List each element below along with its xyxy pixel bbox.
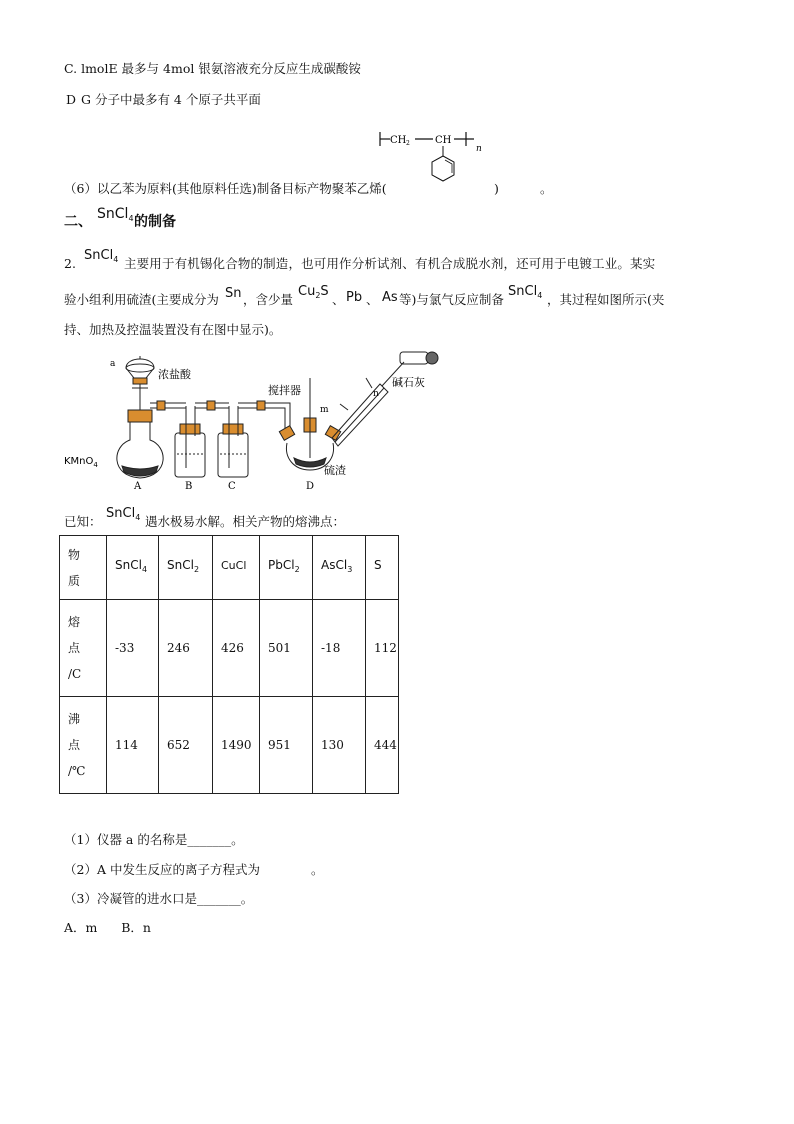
bp-cell: 130 (313, 697, 366, 794)
section-title: 的制备 (134, 214, 176, 230)
melting-boiling-table (59, 535, 399, 794)
sncl4-formula: SnCl$_4$ (508, 284, 543, 300)
q6-period: 。 (540, 181, 553, 196)
label-hcl: 浓盐酸 (158, 368, 191, 381)
problem-line2b: ，含少量 (243, 292, 294, 307)
bp-cell: 652 (159, 697, 213, 794)
bottle-c (218, 406, 248, 477)
cu2s-formula: $Cu_2S$ (298, 284, 329, 300)
bp-cell: 951 (260, 697, 313, 794)
label-stirrer: 搅拌器 (268, 384, 301, 397)
repeat-n: n (476, 144, 482, 154)
problem-line3: 持、加热及控温装置没有在图中显示)。 (64, 322, 282, 337)
label-C: C (228, 481, 236, 492)
flask-a (117, 356, 163, 478)
question-3-options: A．m B．n (64, 920, 151, 935)
header-compound: SnCl$_4$ (107, 536, 159, 600)
table-header-row (60, 536, 399, 600)
apparatus-diagram (62, 348, 448, 493)
known-formula: SnCl$_4$ (106, 506, 141, 522)
bottle-b (175, 406, 205, 477)
label-kmno4: KMnO$_4$ (64, 456, 98, 469)
flask-d (279, 352, 438, 470)
bp-cell: 444 (366, 697, 399, 794)
mp-cell: 112 (366, 600, 399, 697)
ch2-group: CH (390, 135, 407, 146)
mp-cell: 426 (213, 600, 260, 697)
label-A: A (134, 481, 142, 492)
lead-symbol: Pb (346, 290, 363, 305)
question-3: （3）冷凝管的进水口是_______。 (64, 891, 254, 906)
arsenic-symbol: As (382, 290, 398, 305)
header-compound: SnCl$_2$ (159, 536, 213, 600)
q6-text: （6）以乙苯为原料(其他原料任选)制备目标产物聚苯乙烯( (64, 181, 387, 196)
header-label: 物 质 (60, 536, 107, 600)
question-2: （2）A 中发生反应的离子方程式为 (64, 862, 260, 877)
header-compound: CuCl (213, 536, 260, 600)
question-1: （1）仪器 a 的名称是_______。 (64, 832, 244, 847)
mp-label: 熔 点 /C (60, 600, 107, 697)
problem-line2a: 验小组利用硫渣(主要成分为 (64, 292, 219, 307)
mp-cell: -18 (313, 600, 366, 697)
problem-formula: SnCl$_4$ (84, 248, 119, 264)
bp-cell: 1490 (213, 697, 260, 794)
sep-1: 、 (332, 292, 345, 307)
label-slag: 硫渣 (324, 464, 346, 477)
header-compound: S (366, 536, 399, 600)
option-d-prefix: D (66, 92, 77, 107)
question-2-end: 。 (311, 862, 324, 877)
ch2-subscript: 2 (406, 140, 410, 147)
table-row-mp (60, 600, 399, 697)
table-row-bp (60, 697, 399, 794)
label-B: B (185, 481, 193, 492)
option-c: C. lmolE 最多与 4mol 银氨溶液充分反应生成碳酸铵 (64, 61, 361, 76)
label-m: m (320, 405, 329, 415)
polystyrene-structure (378, 128, 498, 188)
problem-number: 2. (64, 256, 76, 271)
mp-cell: 501 (260, 600, 313, 697)
section-formula: SnCl$_4$ (97, 206, 134, 223)
known-prefix: 已知： (64, 514, 102, 529)
mp-cell: -33 (107, 600, 159, 697)
label-soda-lime: 碱石灰 (392, 376, 425, 389)
mp-cell: 246 (159, 600, 213, 697)
problem-line2d: ，其过程如图所示(夹 (547, 292, 665, 307)
problem-line2c: 等)与氯气反应制备 (399, 292, 504, 307)
bp-label: 沸 点 /℃ (60, 697, 107, 794)
q6-close: ) (494, 181, 499, 196)
section-number: 二、 (64, 214, 92, 230)
bp-cell: 114 (107, 697, 159, 794)
label-n: n (373, 389, 379, 399)
known-text: 遇水极易水解。相关产物的熔沸点： (145, 514, 346, 529)
label-a: a (110, 359, 116, 369)
label-D: D (306, 481, 315, 492)
sep-2: 、 (366, 292, 379, 307)
ch-group: CH (435, 135, 452, 146)
header-compound: AsCl$_3$ (313, 536, 366, 600)
tin-symbol: Sn (225, 286, 242, 301)
option-d: G 分子中最多有 4 个原子共平面 (81, 92, 261, 107)
header-compound: PbCl$_2$ (260, 536, 313, 600)
problem-line1: 主要用于有机锡化合物的制造，也可用作分析试剂、有机合成脱水剂，还可用于电镀工业。某实 (124, 256, 656, 271)
